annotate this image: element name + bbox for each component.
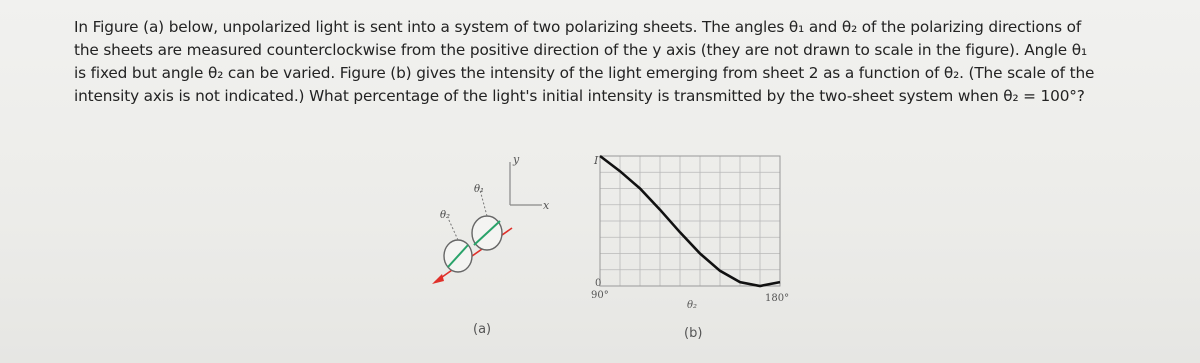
question-line-4: intensity axis is not indicated.) What percentage of the light's initial intensity is transmitted by the two-sheet system when θ₂ = 100°? xyxy=(74,87,1085,105)
x-tick-start-label: 90° xyxy=(591,290,609,301)
x-axis-label: θ₂ xyxy=(687,300,698,311)
figure-b-chart xyxy=(580,148,820,318)
figure-a-diagram xyxy=(420,150,600,300)
x-tick-end-label: 180° xyxy=(765,293,790,304)
chart-grid xyxy=(600,156,780,286)
beam-arrowhead xyxy=(432,274,444,284)
theta-2-label: θ₂ xyxy=(440,210,451,221)
axis-y-label: y xyxy=(513,153,520,166)
question-line-1: In Figure (a) below, unpolarized light is sent into a system of two polarizing sheets. The angles θ₁ and θ₂ of the polarizing directions of xyxy=(74,18,1082,36)
axis-x-label: x xyxy=(543,199,550,212)
question-text xyxy=(74,16,1164,108)
polarizing-sheet-2 xyxy=(444,218,472,272)
figure-b-caption: (b) xyxy=(684,326,703,341)
theta-1-label: θ₁ xyxy=(474,184,485,195)
question-line-3: is fixed but angle θ₂ can be varied. Figure (b) gives the intensity of the light emerging from sheet 2 as a function of θ₂. (The scale of the xyxy=(74,64,1095,82)
origin-label: 0 xyxy=(595,278,602,289)
question-line-2: the sheets are measured counterclockwise from the positive direction of the y axis (they are not drawn to scale in the figure). Angle θ₁ xyxy=(74,41,1087,59)
y-axis-label: I xyxy=(594,154,599,167)
figure-a-caption: (a) xyxy=(473,322,492,337)
polarizing-sheet-1 xyxy=(472,190,502,250)
